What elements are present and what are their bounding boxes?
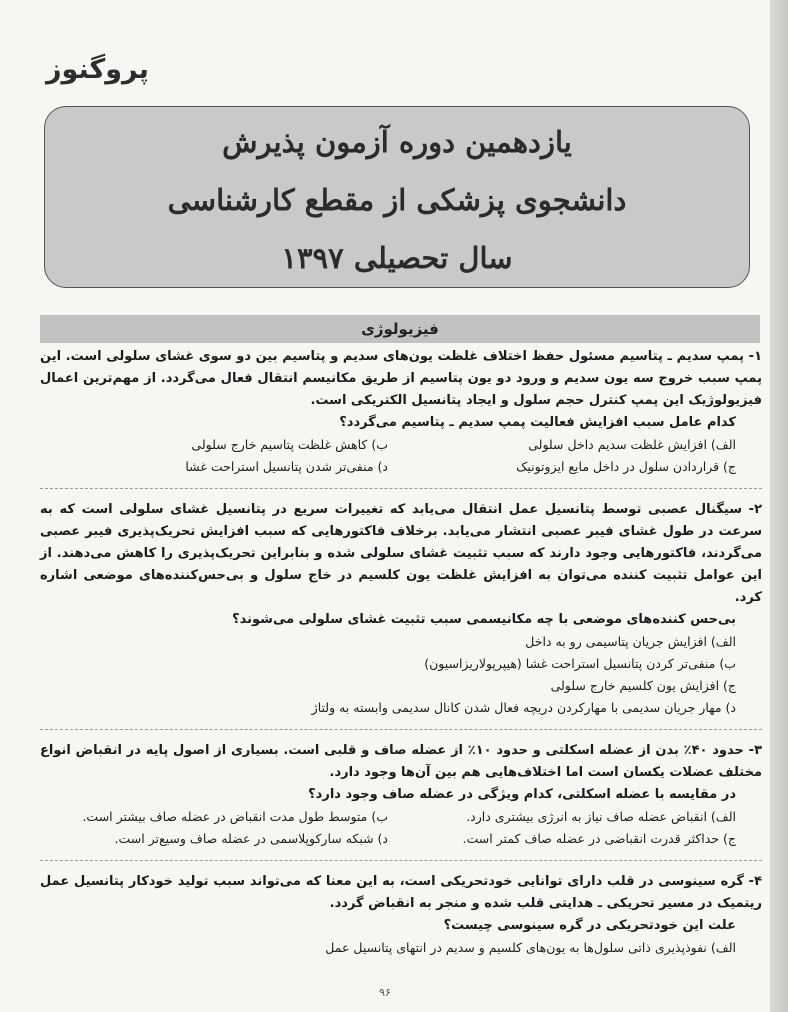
divider bbox=[40, 488, 762, 489]
question-prompt: بی‌حس کننده‌های موضعی با چه مکانیسمی سبب تثبیت غشای سلولی می‌شوند؟ bbox=[232, 612, 736, 627]
question-stem: ۱- پمپ سدیم ـ پتاسیم مسئول حفظ اختلاف غلظت یون‌های سدیم و پتاسیم بین دو سوی غشای سلولی است. این پمپ سبب خروج سه یون سدیم و ورود دو یون پتاسیم از طریق مکانیسم انتقال فعال می‌گردد. از مهم‌ترین اعمال فیزیولوژیک این پمپ کنترل حجم سلول و ایجاد پتانسیل الکتریکی است. bbox=[40, 349, 762, 408]
option-a: الف) افزایش جریان پتاسیمی رو به داخل bbox=[525, 634, 736, 649]
options-grid bbox=[40, 434, 762, 478]
option-b: ب) کاهش غلظت پتاسیم خارج سلولی bbox=[191, 437, 388, 452]
question-prompt: در مقایسه با عضله اسکلتی، کدام ویژگی در عضله صاف وجود دارد؟ bbox=[308, 787, 736, 802]
brand-logo: پروگنوز bbox=[46, 54, 149, 85]
exam-title-line-3: سال تحصیلی ۱۳۹۷ bbox=[281, 241, 513, 275]
questions-content bbox=[40, 346, 762, 959]
options-list bbox=[40, 631, 762, 719]
option-a: الف) افزایش غلظت سدیم داخل سلولی bbox=[528, 437, 736, 452]
question-stem: ۳- حدود ۴۰٪ بدن از عضله اسکلتی و حدود ۱۰٪ از عضله صاف و قلبی است. بسیاری از اصول پایه در انقباض انواع مختلف عضلات یکسان است اما اختلاف‌هایی هم بین آن‌ها وجود دارد. bbox=[40, 743, 763, 780]
exam-title-line-1: یازدهمین دوره آزمون پذیرش bbox=[222, 125, 572, 159]
option-c: ج) افزایش یون کلسیم خارج سلولی bbox=[550, 678, 736, 693]
option-d: د) منفی‌تر شدن پتانسیل استراحت غشا bbox=[185, 459, 388, 474]
option-c: ج) قراردادن سلول در داخل مایع ایزوتونیک bbox=[516, 459, 736, 474]
option-b: ب) منفی‌تر کردن پتانسیل استراحت غشا (هیپرپولاریزاسیون) bbox=[424, 656, 736, 671]
question-2 bbox=[40, 499, 762, 719]
option-a: الف) نفوذپذیری ذاتی سلول‌ها به یون‌های کلسیم و سدیم در انتهای پتانسیل عمل bbox=[325, 940, 736, 955]
question-stem: ۲- سیگنال عصبی توسط پتانسیل عمل انتقال می‌یابد که تغییرات سریع در پتانسیل غشای سلولی است که به سرعت در طول غشای فیبر عصبی انتشار می‌یابد. برخلاف فاکتورهایی که سبب افزایش تحریک‌پذیری فیبر عصبی می‌گردند، فاکتورهایی وجود دارند که سبب تثبیت غشای سلولی شده و بنابراین تحریک‌پذیری را کاهش می‌دهند. از این عوامل تثبیت کننده می‌توان به افزایش غلظت یون کلسیم در خاج سلول و بی‌حس‌کننده‌های موضعی اشاره کرد. bbox=[40, 502, 762, 605]
question-prompt: کدام عامل سبب افزایش فعالیت پمپ سدیم ـ پتاسیم می‌گردد؟ bbox=[339, 415, 736, 430]
option-a: الف) انقباض عضله صاف نیاز به انرژی بیشتری دارد. bbox=[466, 809, 736, 824]
option-b: ب) متوسط طول مدت انقباض در عضله صاف بیشتر است. bbox=[82, 809, 388, 824]
question-prompt: علت این خودتحریکی در گره سینوسی چیست؟ bbox=[443, 918, 736, 933]
page-number: ۹۶ bbox=[379, 986, 391, 999]
exam-title-line-2: دانشجوی پزشکی از مقطع کارشناسی bbox=[167, 183, 627, 217]
option-c: ج) حداکثر قدرت انقباضی در عضله صاف کمتر است. bbox=[462, 831, 736, 846]
exam-title-box bbox=[44, 106, 750, 288]
divider bbox=[40, 860, 762, 861]
question-3 bbox=[40, 740, 762, 850]
options-list bbox=[40, 937, 762, 959]
option-d: د) مهار جریان سدیمی با مهارکردن دریچه فعال شدن کانال سدیمی وابسته به ولتاژ bbox=[311, 700, 736, 715]
option-d: د) شبکه سارکوپلاسمی در عضله صاف وسیع‌تر است. bbox=[114, 831, 388, 846]
divider bbox=[40, 729, 762, 730]
question-1 bbox=[40, 346, 762, 478]
page-edge bbox=[770, 0, 788, 1012]
question-4 bbox=[40, 871, 762, 959]
question-stem: ۴- گره سینوسی در قلب دارای توانایی خودتحریکی است، به این معنا که می‌تواند سبب تولید خودکار پتانسیل عمل ریتمیک در مسیر تحریکی ـ هدایتی قلب شده و منجر به انقباض گردد. bbox=[40, 874, 762, 911]
options-grid bbox=[40, 806, 762, 850]
section-title: فیزیولوژی bbox=[40, 315, 760, 343]
